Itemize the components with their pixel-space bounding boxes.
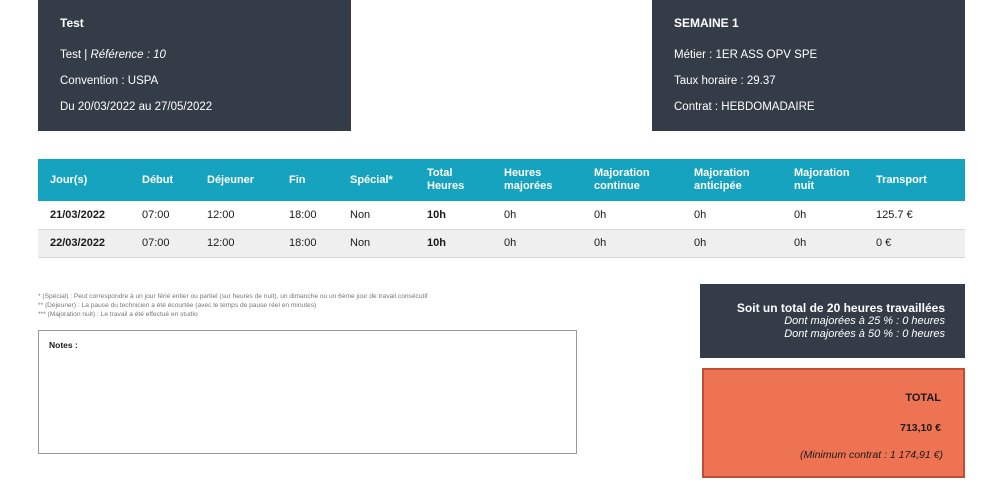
header-heures-majorees: Heures majorées [492,159,582,201]
cell-heures-majorees: 0h [492,201,582,229]
cell-debut: 07:00 [130,201,195,229]
notes-label: Notes : [49,340,78,350]
footnote-special: * (Spécial) : Peut correspondre à un jour férié entier ou partiel (sur heures de nuit), un dimanche ou un 6ème jour de travail consécutif [38,293,428,300]
summary-majorees-50: Dont majorées à 50 % : 0 heures [784,328,945,340]
cell-debut: 07:00 [130,229,195,257]
notes-box[interactable] [38,330,577,454]
header-jours: Jour(s) [38,159,130,201]
total-label: TOTAL [905,392,941,404]
week-title: SEMAINE 1 [674,16,739,30]
week-info-panel [652,0,965,131]
cell-total-heures: 10h [415,229,492,257]
summary-total-hours: Soit un total de 20 heures travaillées [736,301,945,315]
cell-majoration-continue: 0h [582,229,682,257]
summary-majorees-25: Dont majorées à 25 % : 0 heures [784,315,945,327]
period-line: Du 20/03/2022 au 27/05/2022 [60,101,213,113]
days-table [38,159,965,258]
header-majoration-anticipee: Majoration anticipée [682,159,782,201]
cell-majoration-anticipee: 0h [682,229,782,257]
minimum-contrat: (Minimum contrat : 1 174,91 €) [800,449,943,461]
header-fin: Fin [277,159,338,201]
cell-special: Non [338,201,415,229]
reference-prefix: Test | [60,49,91,61]
cell-total-heures: 10h [415,201,492,229]
header-special: Spécial* [338,159,415,201]
cell-heures-majorees: 0h [492,229,582,257]
cell-majoration-nuit: 0h [782,229,864,257]
cell-jour: 21/03/2022 [38,201,130,229]
hours-summary-panel [700,284,965,358]
header-transport: Transport [864,159,965,201]
cell-transport: 125.7 € [864,201,965,229]
cell-fin: 18:00 [277,201,338,229]
header-majoration-continue: Majoration continue [582,159,682,201]
cell-jour: 22/03/2022 [38,229,130,257]
metier-line: Métier : 1ER ASS OPV SPE [674,49,818,61]
header-majoration-nuit: Majoration nuit [782,159,864,201]
footnotes [38,292,598,319]
taux-line: Taux horaire : 29.37 [674,75,776,87]
cell-dejeuner: 12:00 [195,229,277,257]
header-debut: Début [130,159,195,201]
table-row [38,201,965,229]
footnote-dejeuner: ** (Déjeuner) : La pause du technicien a été écourtée (avec le temps de pause réel en minutes) [38,302,317,309]
employee-info-panel [38,0,351,131]
cell-fin: 18:00 [277,229,338,257]
cell-majoration-nuit: 0h [782,201,864,229]
cell-dejeuner: 12:00 [195,201,277,229]
cell-special: Non [338,229,415,257]
footnote-majoration-nuit: *** (Majoration nuit) : Le travail a été effectué en studio [38,311,198,318]
contrat-line: Contrat : HEBDOMADAIRE [674,101,815,113]
header-dejeuner: Déjeuner [195,159,277,201]
cell-transport: 0 € [864,229,965,257]
cell-majoration-anticipee: 0h [682,201,782,229]
table-row [38,229,965,257]
reference-value: Référence : 10 [90,49,166,61]
table-header-row [38,159,965,201]
cell-majoration-continue: 0h [582,201,682,229]
total-value: 713,10 € [900,422,941,434]
header-total-heures: Total Heures [415,159,492,201]
reference-line [60,42,329,68]
total-box [702,368,965,478]
employee-name: Test [60,16,84,30]
convention-line: Convention : USPA [60,75,159,87]
